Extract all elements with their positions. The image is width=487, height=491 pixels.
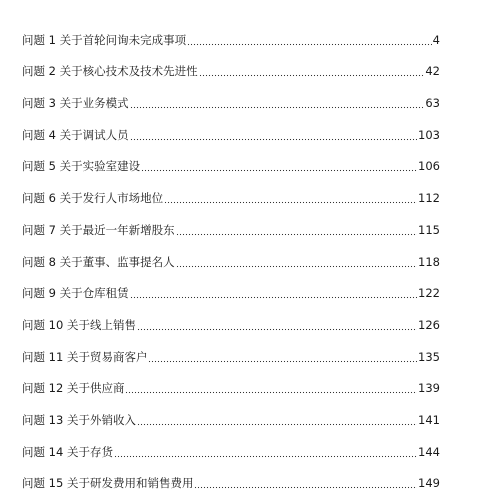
toc-entry[interactable] [22, 365, 440, 397]
toc-entry[interactable] [22, 460, 440, 491]
toc-entry-title: 问题 2 关于核心技术及技术先进性 [22, 64, 198, 79]
dot-leader [137, 318, 417, 332]
dot-leader [114, 445, 417, 459]
toc-entry-page-number: 126 [418, 317, 440, 332]
toc-entry-title: 问题 10 关于线上销售 [22, 317, 136, 332]
toc-entry-page-number: 144 [418, 444, 440, 459]
toc-entry-title: 问题 5 关于实验室建设 [22, 159, 141, 174]
toc-entry-page-number: 112 [418, 191, 440, 206]
table-of-contents [22, 16, 440, 491]
dot-leader [125, 381, 417, 395]
toc-entry[interactable] [22, 111, 440, 143]
toc-entry-page-number: 63 [425, 96, 440, 111]
toc-entry-title: 问题 3 关于业务模式 [22, 96, 129, 111]
toc-entry[interactable] [22, 48, 440, 80]
toc-entry[interactable] [22, 174, 440, 206]
dot-leader [176, 255, 417, 269]
toc-entry[interactable] [22, 206, 440, 238]
dot-leader [130, 96, 425, 110]
toc-entry[interactable] [22, 16, 440, 48]
toc-entry-title: 问题 6 关于发行人市场地位 [22, 191, 164, 206]
toc-entry-title: 问题 7 关于最近一年新增股东 [22, 222, 175, 237]
dot-leader [176, 223, 417, 237]
toc-entry-title: 问题 8 关于董事、监事提名人 [22, 254, 175, 269]
toc-entry[interactable] [22, 396, 440, 428]
toc-entry-title: 问题 9 关于仓库租赁 [22, 286, 129, 301]
toc-entry[interactable] [22, 143, 440, 175]
toc-entry[interactable] [22, 238, 440, 270]
toc-entry-title: 问题 13 关于外销收入 [22, 412, 136, 427]
dot-leader [199, 64, 425, 78]
toc-entry-page-number: 139 [418, 381, 440, 396]
dot-leader [194, 476, 417, 490]
toc-entry[interactable] [22, 333, 440, 365]
toc-entry-page-number: 122 [418, 286, 440, 301]
toc-entry-page-number: 141 [418, 412, 440, 427]
dot-leader [164, 191, 417, 205]
toc-entry-title: 问题 14 关于存货 [22, 444, 113, 459]
toc-entry-page-number: 149 [418, 476, 440, 491]
dot-leader [130, 286, 417, 300]
toc-entry-title: 问题 1 关于首轮问询未完成事项 [22, 32, 187, 47]
toc-entry-page-number: 106 [418, 159, 440, 174]
toc-entry-page-number: 4 [432, 32, 440, 47]
toc-entry[interactable] [22, 301, 440, 333]
dot-leader [137, 413, 417, 427]
toc-entry-title: 问题 11 关于贸易商客户 [22, 349, 148, 364]
toc-entry-page-number: 103 [418, 127, 440, 142]
toc-entry-page-number: 118 [418, 254, 440, 269]
dot-leader [148, 350, 417, 364]
toc-entry-page-number: 42 [425, 64, 440, 79]
toc-entry[interactable] [22, 79, 440, 111]
toc-entry-title: 问题 4 关于调试人员 [22, 127, 129, 142]
toc-entry-page-number: 115 [418, 222, 440, 237]
toc-entry[interactable] [22, 428, 440, 460]
toc-entry-page-number: 135 [418, 349, 440, 364]
dot-leader [130, 128, 417, 142]
toc-entry-title: 问题 15 关于研发费用和销售费用 [22, 476, 194, 491]
dot-leader [141, 159, 417, 173]
toc-entry-title: 问题 12 关于供应商 [22, 381, 125, 396]
dot-leader [187, 33, 432, 47]
toc-entry[interactable] [22, 270, 440, 302]
